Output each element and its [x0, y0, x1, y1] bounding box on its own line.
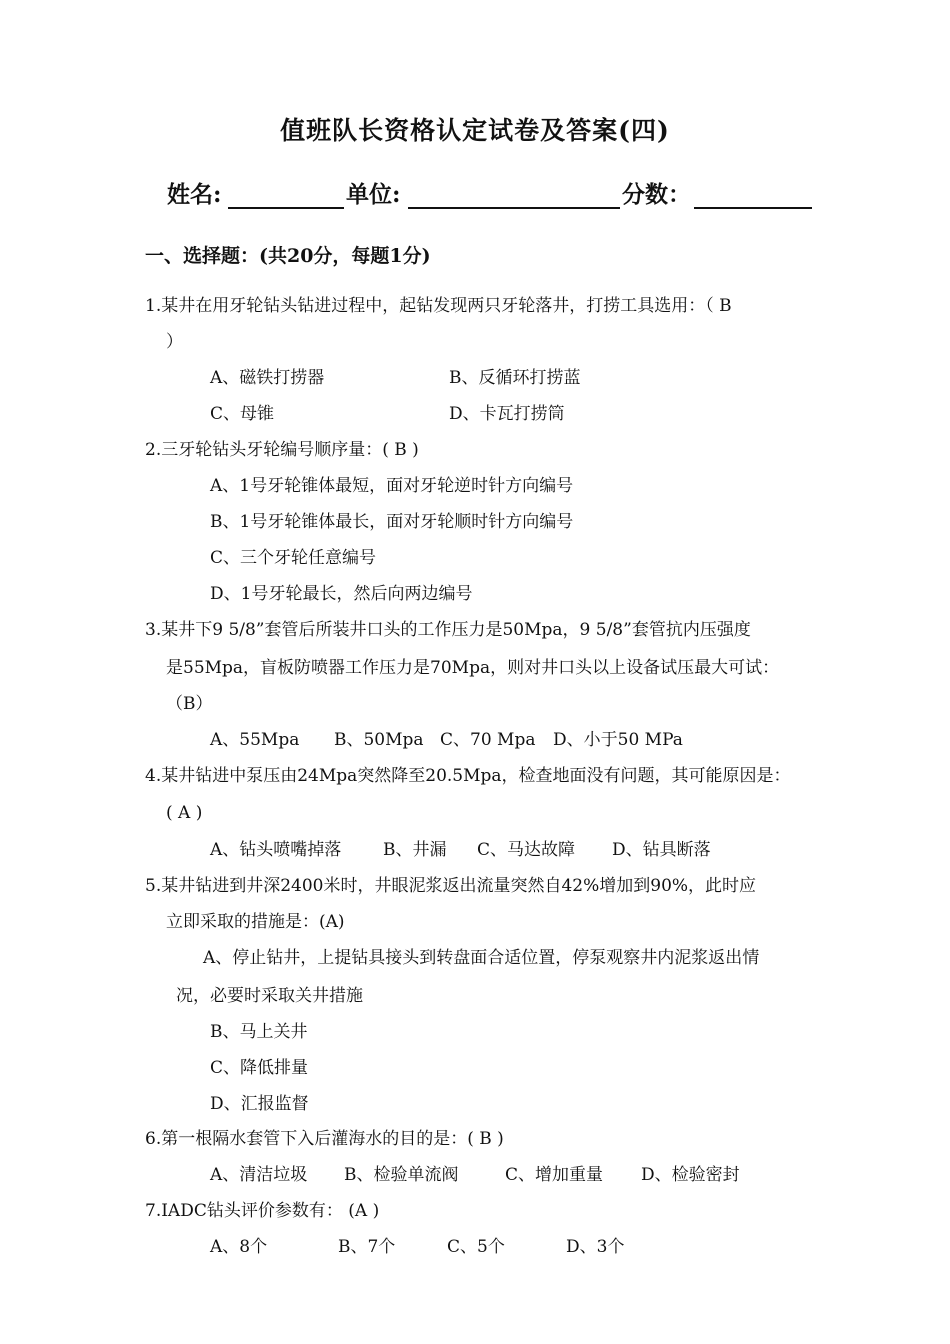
question-3-stem-line1: 3.某井下9 5/8”套管后所装井口头的工作压力是50Mpa，9 5/8”套管抗内压强度	[145, 620, 751, 640]
score-blank	[694, 207, 812, 209]
question-1-option-d: D、卡瓦打捞筒	[449, 404, 565, 424]
question-1-option-a: A、磁铁打捞器	[210, 368, 325, 388]
question-3-stem-line2: 是55Mpa，盲板防喷器工作压力是70Mpa，则对井口头以上设备试压最大可试：	[166, 658, 780, 678]
question-5-option-a-line2: 况，必要时采取关井措施	[176, 986, 363, 1006]
question-3-stem-line3: （B）	[166, 694, 213, 714]
score-label: 分数：	[622, 181, 691, 208]
question-4-stem-line1: 4.某井钻进中泵压由24Mpa突然降至20.5Mpa，检查地面没有问题，其可能原因是：	[145, 766, 791, 786]
question-1-stem: 1.某井在用牙轮钻头钻进过程中，起钻发现两只牙轮落井，打捞工具选用：（ B	[145, 296, 732, 316]
question-2-stem: 2.三牙轮钻头牙轮编号顺序量：( B )	[145, 440, 419, 460]
question-6-option-d: D、检验密封	[641, 1165, 740, 1185]
question-6-option-c: C、增加重量	[505, 1165, 604, 1185]
question-6-option-a: A、清洁垃圾	[210, 1165, 308, 1185]
question-1-option-b: B、反循环打捞蓝	[449, 368, 581, 388]
question-3-option-b: B、50Mpa	[334, 730, 424, 750]
question-4-stem-line2: ( A )	[166, 803, 203, 823]
document-title: 值班队长资格认定试卷及答案(四)	[280, 116, 670, 145]
question-5-option-b: B、马上关井	[210, 1022, 308, 1042]
unit-blank	[408, 207, 620, 209]
question-5-stem-line1: 5.某井钻进到井深2400米时，井眼泥浆返出流量突然自42%增加到90%，此时应	[145, 876, 757, 896]
question-6-option-b: B、检验单流阀	[344, 1165, 459, 1185]
name-blank	[228, 207, 344, 209]
question-4-option-b: B、井漏	[383, 840, 447, 860]
question-3-option-d: D、小于50 MPa	[553, 730, 683, 750]
question-7-option-a: A、8个	[210, 1237, 268, 1257]
question-3-option-c: C、70 Mpa	[440, 730, 536, 750]
question-7-option-c: C、5个	[447, 1237, 505, 1257]
question-2-option-b: B、1号牙轮锥体最长，面对牙轮顺时针方向编号	[210, 512, 574, 532]
question-2-option-a: A、1号牙轮锥体最短，面对牙轮逆时针方向编号	[210, 476, 574, 496]
question-5-option-c: C、降低排量	[210, 1058, 309, 1078]
section-heading: 一、选择题：(共20分，每题1分)	[145, 245, 431, 267]
question-5-stem-line2: 立即采取的措施是：(A)	[166, 912, 345, 932]
question-7-option-b: B、7个	[338, 1237, 396, 1257]
question-7-stem: 7.IADC钻头评价参数有： (A )	[145, 1201, 380, 1221]
name-label: 姓名:	[167, 181, 222, 208]
question-4-option-a: A、钻头喷嘴掉落	[210, 840, 342, 860]
question-6-stem: 6.第一根隔水套管下入后灌海水的目的是：( B )	[145, 1129, 504, 1149]
unit-label: 单位:	[346, 181, 401, 208]
question-1-stem-cont: ）	[166, 332, 183, 352]
question-2-option-d: D、1号牙轮最长，然后向两边编号	[210, 584, 473, 604]
question-5-option-d: D、汇报监督	[210, 1094, 309, 1114]
question-7-option-d: D、3个	[566, 1237, 625, 1257]
question-4-option-d: D、钻具断落	[612, 840, 711, 860]
question-3-option-a: A、55Mpa	[210, 730, 300, 750]
question-5-option-a-line1: A、停止钻井，上提钻具接头到转盘面合适位置，停泵观察井内泥浆返出情	[203, 948, 760, 968]
question-2-option-c: C、三个牙轮任意编号	[210, 548, 377, 568]
question-1-option-c: C、母锥	[210, 404, 275, 424]
question-4-option-c: C、马达故障	[477, 840, 576, 860]
